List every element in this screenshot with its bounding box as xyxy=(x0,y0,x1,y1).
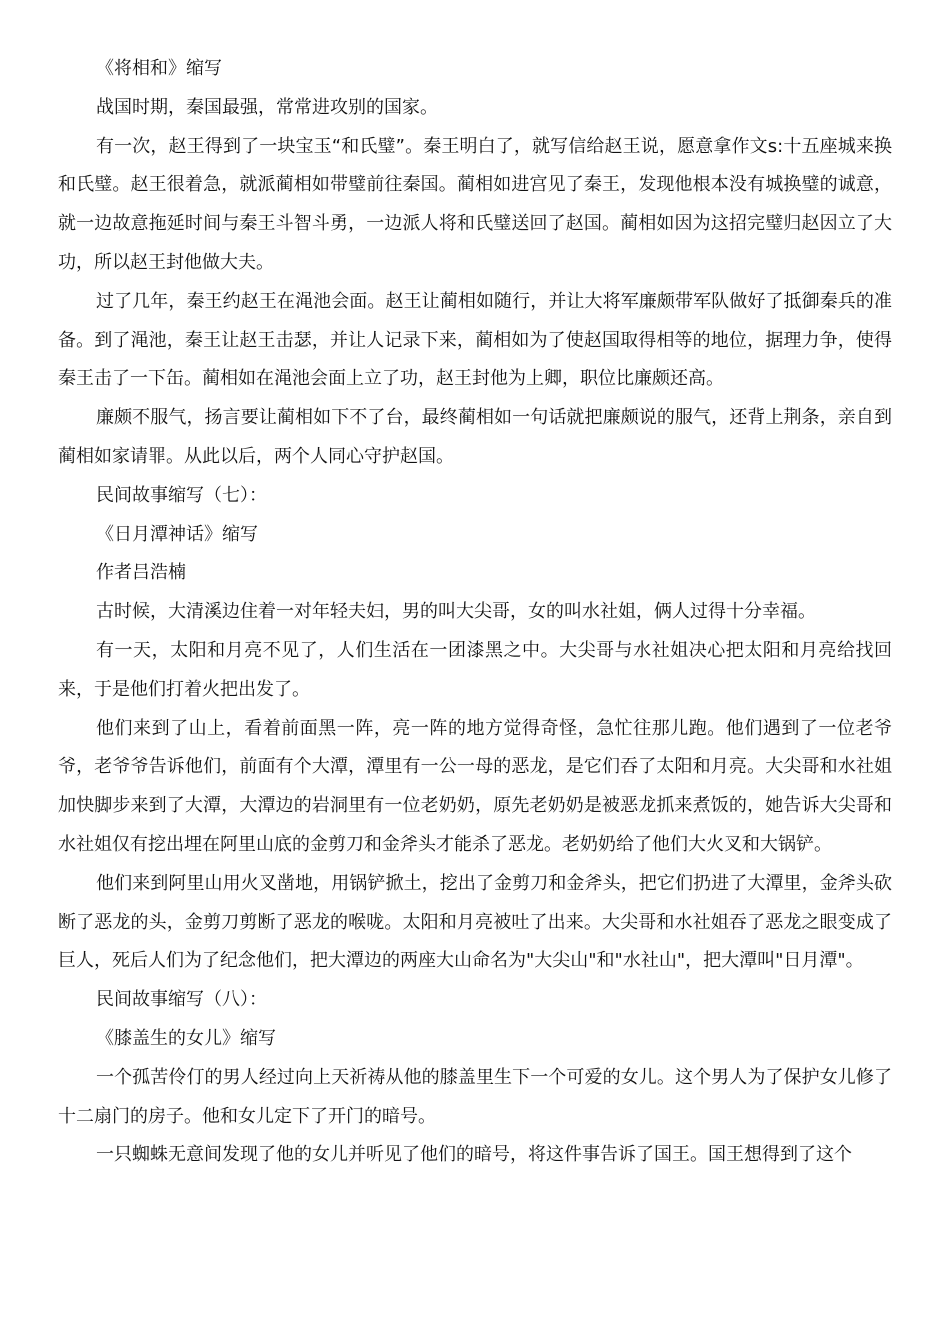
paragraph: 有一次，赵王得到了一块宝玉“和氏璧”。秦王明白了，就写信给赵王说，愿意拿作文s:十五座城来换和氏璧。赵王很着急，就派蔺相如带璧前往秦国。蔺相如进宫见了秦王，发现他根本没有城换璧的诚意，就一边故意拖延时间与秦王斗智斗勇，一边派人将和氏璧送回了赵国。蔺相如因为这招完璧归赵因立了大功，所以赵王封他做大夫。 xyxy=(58,135,892,273)
paragraph: 一只蜘蛛无意间发现了他的女儿并听见了他们的暗号，将这件事告诉了国王。国王想得到了这个 xyxy=(96,1144,852,1166)
essay-title: 《将相和》缩写 xyxy=(96,58,222,79)
paragraph: 有一天，太阳和月亮不见了，人们生活在一团漆黑之中。大尖哥与水社姐决心把太阳和月亮给找回来，于是他们打着火把出发了。 xyxy=(58,639,892,700)
paragraph: 战国时期，秦国最强，常常进攻别的国家。 xyxy=(96,96,438,118)
author-line: 作者吕浩楠 xyxy=(96,562,186,584)
essay-title: 《膝盖生的女儿》缩写 xyxy=(96,1027,276,1049)
section-heading: 民间故事缩写（八）： xyxy=(96,989,267,1011)
paragraph: 一个孤苦伶仃的男人经过向上天祈祷从他的膝盖里生下一个可爱的女儿。这个男人为了保护女儿修了十二扇门的房子。他和女儿定下了开门的暗号。 xyxy=(58,1066,892,1127)
paragraph: 过了几年，秦王约赵王在渑池会面。赵王让蔺相如随行，并让大将军廉颇带军队做好了抵御秦兵的准备。到了渑池，秦王让赵王击瑟，并让人记录下来，蔺相如为了使赵国取得相等的地位，据理力争，使得秦王击了一下缶。蔺相如在渑池会面上立了功，赵王封他为上卿，职位比廉颇还高。 xyxy=(58,290,892,390)
document-body xyxy=(58,50,892,1175)
paragraph: 古时候，大清溪边住着一对年轻夫妇，男的叫大尖哥，女的叫水社姐，俩人过得十分幸福。 xyxy=(96,601,816,623)
paragraph: 廉颇不服气，扬言要让蔺相如下不了台，最终蔺相如一句话就把廉颇说的服气，还背上荆条，亲自到蔺相如家请罪。从此以后，两个人同心守护赵国。 xyxy=(58,407,892,467)
paragraph: 他们来到了山上，看着前面黑一阵，亮一阵的地方觉得奇怪，急忙往那儿跑。他们遇到了一位老爷爷，老爷爷告诉他们，前面有个大潭，潭里有一公一母的恶龙，是它们吞了太阳和月亮。大尖哥和水社姐加快脚步来到了大潭，大潭边的岩洞里有一位老奶奶，原先老奶奶是被恶龙抓来煮饭的，她告诉大尖哥和水社姐仅有挖出埋在阿里山底的金剪刀和金斧头才能杀了恶龙。老奶奶给了他们大火叉和大锅铲。 xyxy=(58,717,892,855)
paragraph: 他们来到阿里山用火叉凿地，用锅铲掀土，挖出了金剪刀和金斧头，把它们扔进了大潭里，金斧头砍断了恶龙的头，金剪刀剪断了恶龙的喉咙。太阳和月亮被吐了出来。大尖哥和水社姐吞了恶龙之眼变成了巨人，死后人们为了纪念他们，把大潭边的两座大山命名为"大尖山"和"水社山"，把大潭叫"日月潭"。 xyxy=(58,872,892,972)
section-heading: 民间故事缩写（七）： xyxy=(96,484,267,506)
essay-title: 《日月潭神话》缩写 xyxy=(96,523,258,545)
